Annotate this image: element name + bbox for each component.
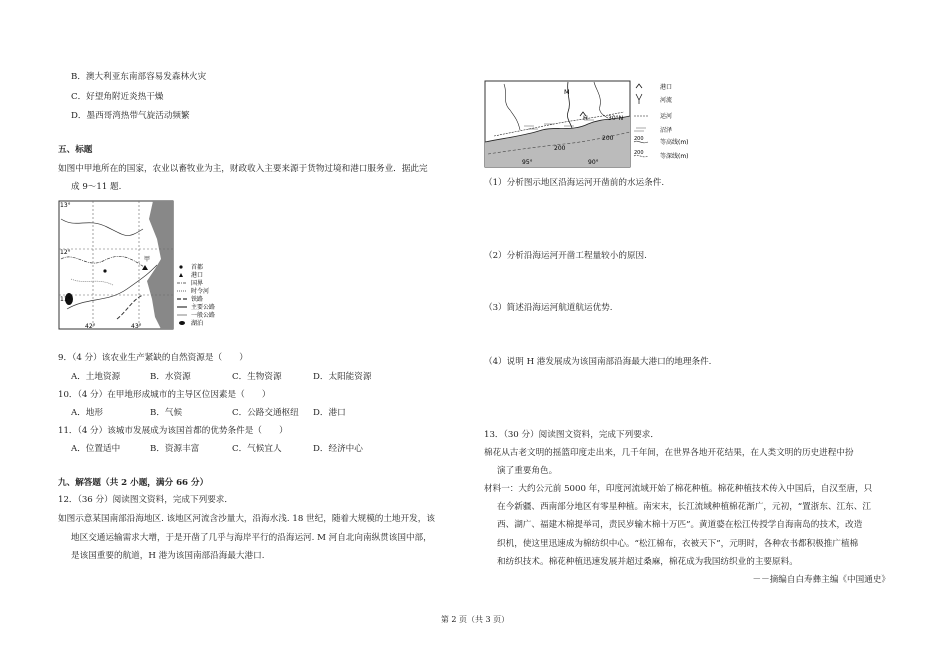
intro-line2: 成 9～11 题. [71,182,122,192]
map1-legend-lake: 湖泊 [191,320,204,327]
map2-label-m: M [564,88,570,96]
q9-stem: 9．（4 分）该农业生产紧缺的自然资源是（ ） [58,353,248,363]
map2-label-lon-90: 90° [588,159,599,166]
lon-label-43: 43° [131,323,142,330]
map2-legend-canal: 运河 [660,113,673,120]
map1-legend-border: 国界 [191,280,204,287]
q12-sub1: （1）分析图示地区沿海运河开凿前的水运条件. [484,178,665,188]
map2-label-lat: 30°N [608,115,624,122]
q12-sub3: （3）简述沿海运河航道航运优势. [484,303,613,313]
q13-material-line3: 西、湖广、福建木棉提举司，责民岁输木棉十万匹”。黄道婆在松江传授学自海南岛的技术，改造 [497,520,863,530]
map2-legend-isobath: 等深线(m) [660,153,689,160]
map1-legend-railway: 铁路 [191,296,204,303]
q10-option-a: A．地形 [71,408,103,418]
q10-stem: 10．（4 分）在甲地形成城市的主导区位因素是（ ） [58,390,271,400]
map2-legend-river: 河流 [660,97,673,104]
q11-option-b: B．资源丰富 [150,444,200,454]
q13-intro-line1: 棉花从古老文明的摇篮印度走出来，几千年间，在世界各地开花结果，在人类文明的历史进程中扮 [484,448,854,458]
q11-stem: 11．（4 分）该城市发展成为该国首都的优势条件是（ ） [58,426,288,436]
section9-title: 九、解答题（共 2 小题，满分 66 分） [58,478,209,488]
prev-option-d: D．墨西哥湾热带气旋活动频繁 [71,111,190,121]
q13-material-line5: 和纺织技术。棉花种植迅速发展并超过桑麻，棉花成为我国纺织业的主要原料。 [497,557,798,567]
lon-label-42: 42° [85,323,96,330]
map2-legend-contour: 等高线(m) [660,139,689,146]
q12-stem: 12．（36 分）阅读图文资料，完成下列要求． [58,495,233,505]
q13-source: －－摘编自白寿彝主编《中国通史》 [752,575,890,585]
lat-label-12: 12° [60,249,71,256]
prev-option-c: C．好望角附近炎热干燥 [71,92,164,102]
map1-svg [57,199,237,333]
map1-legend-capital: 首都 [191,264,204,271]
prev-option-b: B．澳大利亚东南部容易发森林火灾 [71,72,207,82]
map2-legend-port: 港口 [660,84,673,91]
section5-title: 五、标题 [58,145,93,155]
q10-option-d: D．港口 [313,408,346,418]
map2-label-h: H [583,114,588,122]
q13-material-line4: 织机，使这里迅速成为棉纺织中心。“松江棉布，衣被天下”，元明时，各种农书都积极推广植棉 [497,539,859,549]
q11-option-c: C．气候宜人 [232,444,282,454]
q13-intro-line2: 演了重要角色。 [497,466,558,476]
map2-legend-contour-value: 200 [634,136,644,142]
q13-material-line2: 在今新疆、西南部分地区有零星种植。南宋末，长江流域种植棉花渐广，元初，“置浙东、江东、江 [497,502,871,512]
map1-legend-port: 港口 [191,272,204,279]
q9-option-b: B．水资源 [150,372,191,382]
lat-label-11: 11° [60,296,71,303]
q11-option-a: A．位置适中 [71,444,121,454]
page-footer: 第 2 页（共 3 页） [440,615,510,624]
map1-legend-seasonal-river: 时令河 [191,288,210,295]
map1-legend-minor-road: 一般公路 [191,312,216,319]
point-label-jia: 甲 [144,256,151,263]
q9-option-c: C．生物资源 [232,372,282,382]
q13-stem: 13．（30 分）阅读图文资料，完成下列要求． [484,430,659,440]
q12-text-line3: 是该国重要的航道，H 港为该国南部沿海最大港口. [71,551,265,561]
map1-legend-main-road: 主要公路 [191,304,216,311]
q10-option-c: C．公路交通枢纽 [232,408,299,418]
q12-text-line1: 如图示意某国南部沿海地区. 该地区河流含沙量大，沿海水浅. 18 世纪，随着大规模的土地开发，该 [58,514,435,524]
map2-label-contour-200-b: 200 [602,135,614,142]
q12-text-line2: 地区交通运输需求大增，于是开凿了几乎与海岸平行的沿海运河. M 河自北向南纵贯该国中部， [71,533,432,543]
intro-line1: 如图中甲地所在的国家，农业以畜牧业为主，财政收入主要来源于货物过境和港口服务业．据此完 [58,164,428,174]
map2-svg [484,80,704,170]
lat-label-13: 13° [60,202,71,209]
q12-sub4: （4）说明 H 港发展成为该国南部沿海最大港口的地理条件. [484,357,712,367]
q11-option-d: D．经济中心 [313,444,363,454]
map2-label-contour-200-a: 200 [554,145,566,152]
q13-material-line1: 材料一：大约公元前 5000 年，印度河流域开始了棉花种植。棉花种植技术传入中国后，自汉至唐，只 [484,484,873,494]
q9-option-d: D．太阳能资源 [313,372,372,382]
map2-legend-isobath-value: 200 [634,150,644,156]
map-figure-2 [484,80,704,170]
map2-legend-marsh: 沼泽 [660,127,673,134]
map-figure-1 [57,199,237,333]
q9-option-a: A．土地资源 [71,372,121,382]
map2-label-lon-95: 95° [522,159,533,166]
q10-option-b: B．气候 [150,408,183,418]
q12-sub2: （2）分析沿海运河开凿工程量较小的原因. [484,251,647,261]
